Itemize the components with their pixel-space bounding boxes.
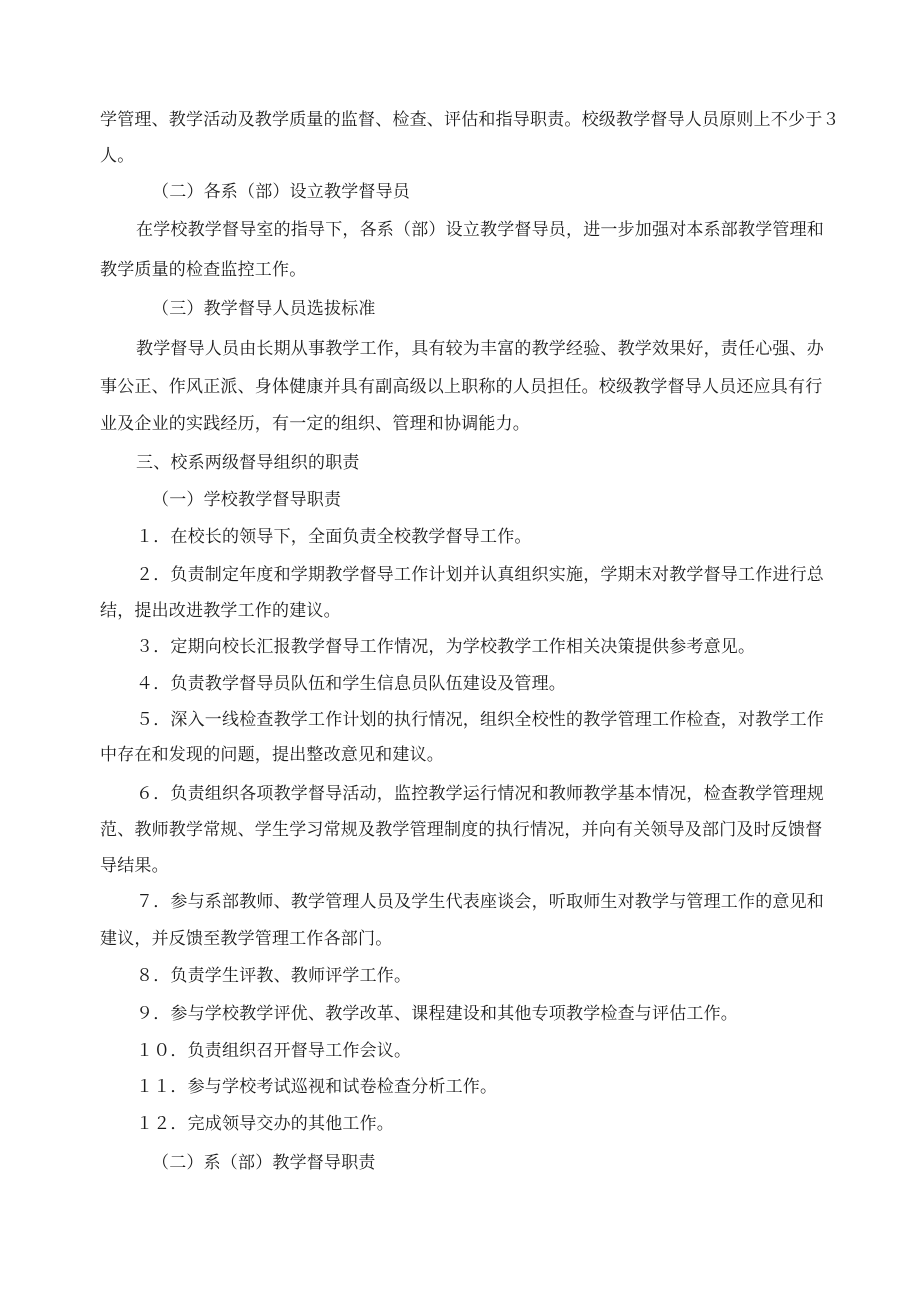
list-item: ６．负责组织各项教学督导活动，监控教学运行情况和教师教学基本情况，检查教学管理规: [136, 784, 824, 804]
paragraph-line: 建议，并反馈至教学管理工作各部门。: [100, 929, 393, 949]
section-heading: 三、校系两级督导组织的职责: [136, 453, 360, 473]
paragraph-line: 结，提出改进教学工作的建议。: [100, 601, 341, 621]
list-item: ５．深入一线检查教学工作计划的执行情况，组织全校性的教学管理工作检查，对教学工作: [136, 710, 824, 730]
paragraph-line: 教学质量的检查监控工作。: [100, 260, 307, 280]
list-item: ２．负责制定年度和学期教学督导工作计划并认真组织实施，学期末对教学督导工作进行总: [136, 565, 824, 585]
paragraph-line: 教学督导人员由长期从事教学工作，具有较为丰富的教学经验、教学效果好，责任心强、办: [136, 339, 824, 359]
list-item: ７．参与系部教师、教学管理人员及学生代表座谈会，听取师生对教学与管理工作的意见和: [136, 892, 824, 912]
list-item: １２．完成领导交办的其他工作。: [136, 1114, 394, 1134]
list-item: ４．负责教学督导员队伍和学生信息员队伍建设及管理。: [136, 674, 566, 694]
list-item: ８．负责学生评教、教师评学工作。: [136, 966, 412, 986]
list-item: ９．参与学校教学评优、教学改革、课程建设和其他专项教学检查与评估工作。: [136, 1004, 738, 1024]
list-item: １１．参与学校考试巡视和试卷检查分析工作。: [136, 1077, 498, 1097]
paragraph-line: 业及企业的实践经历，有一定的组织、管理和协调能力。: [100, 414, 530, 434]
paragraph-line: 范、教师教学常规、学生学习常规及教学管理制度的执行情况，并向有关领导及部门及时反馈督: [100, 820, 823, 840]
list-item: １．在校长的领导下，全面负责全校教学督导工作。: [136, 527, 532, 547]
paragraph-line: 事公正、作风正派、身体健康并具有副高级以上职称的人员担任。校级教学督导人员还应具有行: [100, 377, 823, 397]
paragraph-line: 中存在和发现的问题，提出整改意见和建议。: [100, 745, 444, 765]
paragraph-line: 导结果。: [100, 856, 169, 876]
section-heading: （二）各系（部）设立教学督导员: [152, 182, 410, 202]
list-item: ３．定期向校长汇报教学督导工作情况，为学校教学工作相关决策提供参考意见。: [136, 637, 756, 657]
paragraph-line: 人。: [100, 146, 135, 166]
section-heading: （三）教学督导人员选拔标准: [152, 299, 376, 319]
section-heading: （二）系（部）教学督导职责: [152, 1153, 376, 1173]
paragraph-line: 在学校教学督导室的指导下，各系（部）设立教学督导员，进一步加强对本系部教学管理和: [136, 220, 824, 240]
section-heading: （一）学校教学督导职责: [152, 490, 342, 510]
list-item: １０．负责组织召开督导工作会议。: [136, 1041, 412, 1061]
paragraph-line: 学管理、教学活动及教学质量的监督、检查、评估和指导职责。校级教学督导人员原则上不少于３: [100, 110, 840, 130]
